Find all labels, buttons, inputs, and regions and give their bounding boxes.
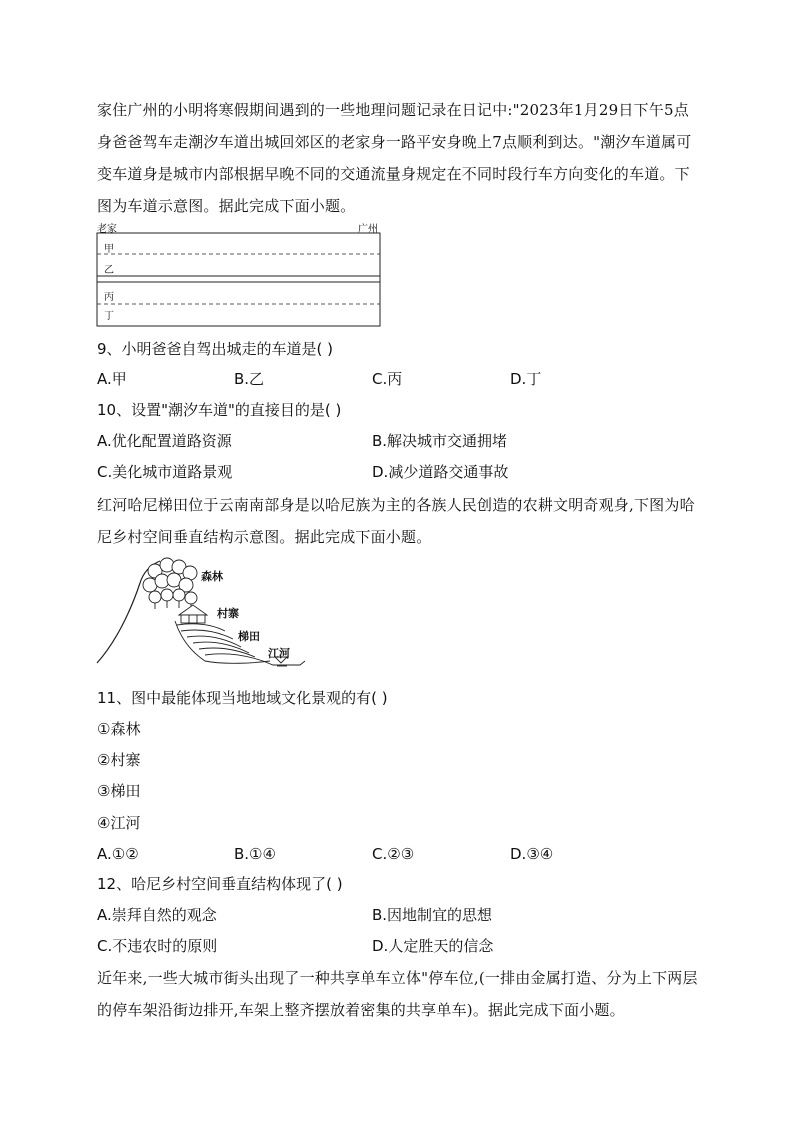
q9-option-a[interactable]: A.甲 (97, 370, 127, 388)
q12-option-b[interactable]: B.因地制宜的思想 (372, 906, 493, 924)
question-9-stem: 9、小明爸爸自驾出城走的车道是( ) (97, 340, 334, 358)
terrace-label-forest: 森林 (201, 570, 223, 583)
q11-item-4: ④江河 (97, 814, 141, 832)
q11-option-d[interactable]: D.③④ (510, 845, 554, 863)
terrace-label-village: 村寨 (217, 607, 239, 620)
q11-option-b[interactable]: B.①④ (234, 845, 276, 863)
lane-label-yi: 乙 (104, 265, 114, 276)
q11-item-2: ②村寨 (97, 751, 141, 769)
question-10-stem: 10、设置"潮汐车道"的直接目的是( ) (97, 401, 342, 419)
q11-option-c[interactable]: C.②③ (372, 845, 415, 863)
q9-option-c[interactable]: C.丙 (372, 370, 403, 388)
lane-right-label: 广州 (358, 224, 378, 235)
q10-option-a[interactable]: A.优化配置道路资源 (97, 432, 232, 450)
lane-label-ding: 丁 (104, 311, 114, 322)
q11-item-3: ③梯田 (97, 782, 141, 800)
question-12-stem: 12、哈尼乡村空间垂直结构体现了( ) (97, 875, 343, 893)
q10-option-b[interactable]: B.解决城市交通拥堵 (372, 432, 508, 450)
q11-option-a[interactable]: A.①② (97, 845, 139, 863)
q10-option-d[interactable]: D.减少道路交通事故 (372, 463, 509, 481)
lane-diagram (96, 232, 382, 328)
lane-left-label: 老家 (97, 224, 117, 235)
village-houses (179, 605, 207, 623)
question-11-stem: 11、图中最能体现当地地域文化景观的有( ) (97, 689, 388, 707)
lane-label-jia: 甲 (104, 244, 114, 255)
q12-option-a[interactable]: A.崇拜自然的观念 (97, 906, 217, 924)
forest-trees (143, 558, 197, 604)
intro-paragraph-3: 近年来,一些大城市街头出现了一种共享单车立体"停车位,(一排由金属打造、分为上下两层的停车架沿街边排开,车架上整齐摆放着密集的共享单车)。据此完成下面小题。 (97, 969, 698, 1019)
q12-option-c[interactable]: C.不违农时的原则 (97, 937, 218, 955)
terrace-label-terraces: 梯田 (238, 630, 260, 643)
intro-paragraph-1: 家住广州的小明将寒假期间遇到的一些地理问题记录在日记中:"2023年1月29日下午5点身爸爸驾车走潮汐车道出城回郊区的老家身一路平安身晚上7点顺利到达。"潮汐车道属可变车道身是城市内部根据早晚不同的交通流量身规定在不同时段行车方向变化的车道。下图为车道示意图。据此完成下面小题。 (97, 101, 692, 215)
q9-option-d[interactable]: D.丁 (510, 370, 542, 388)
q12-option-d[interactable]: D.人定胜天的信念 (372, 937, 494, 955)
q9-option-b[interactable]: B.乙 (234, 370, 265, 388)
q10-option-c[interactable]: C.美化城市道路景观 (97, 463, 233, 481)
q11-item-1: ①森林 (97, 720, 141, 738)
terrace-label-river: 江河 (268, 647, 290, 660)
lane-label-bing: 丙 (104, 292, 114, 303)
intro-paragraph-2: 红河哈尼梯田位于云南南部身是以哈尼族为主的各族人民创造的农耕文明奇观身,下图为哈尼乡村空间垂直结构示意图。据此完成下面小题。 (97, 496, 695, 546)
